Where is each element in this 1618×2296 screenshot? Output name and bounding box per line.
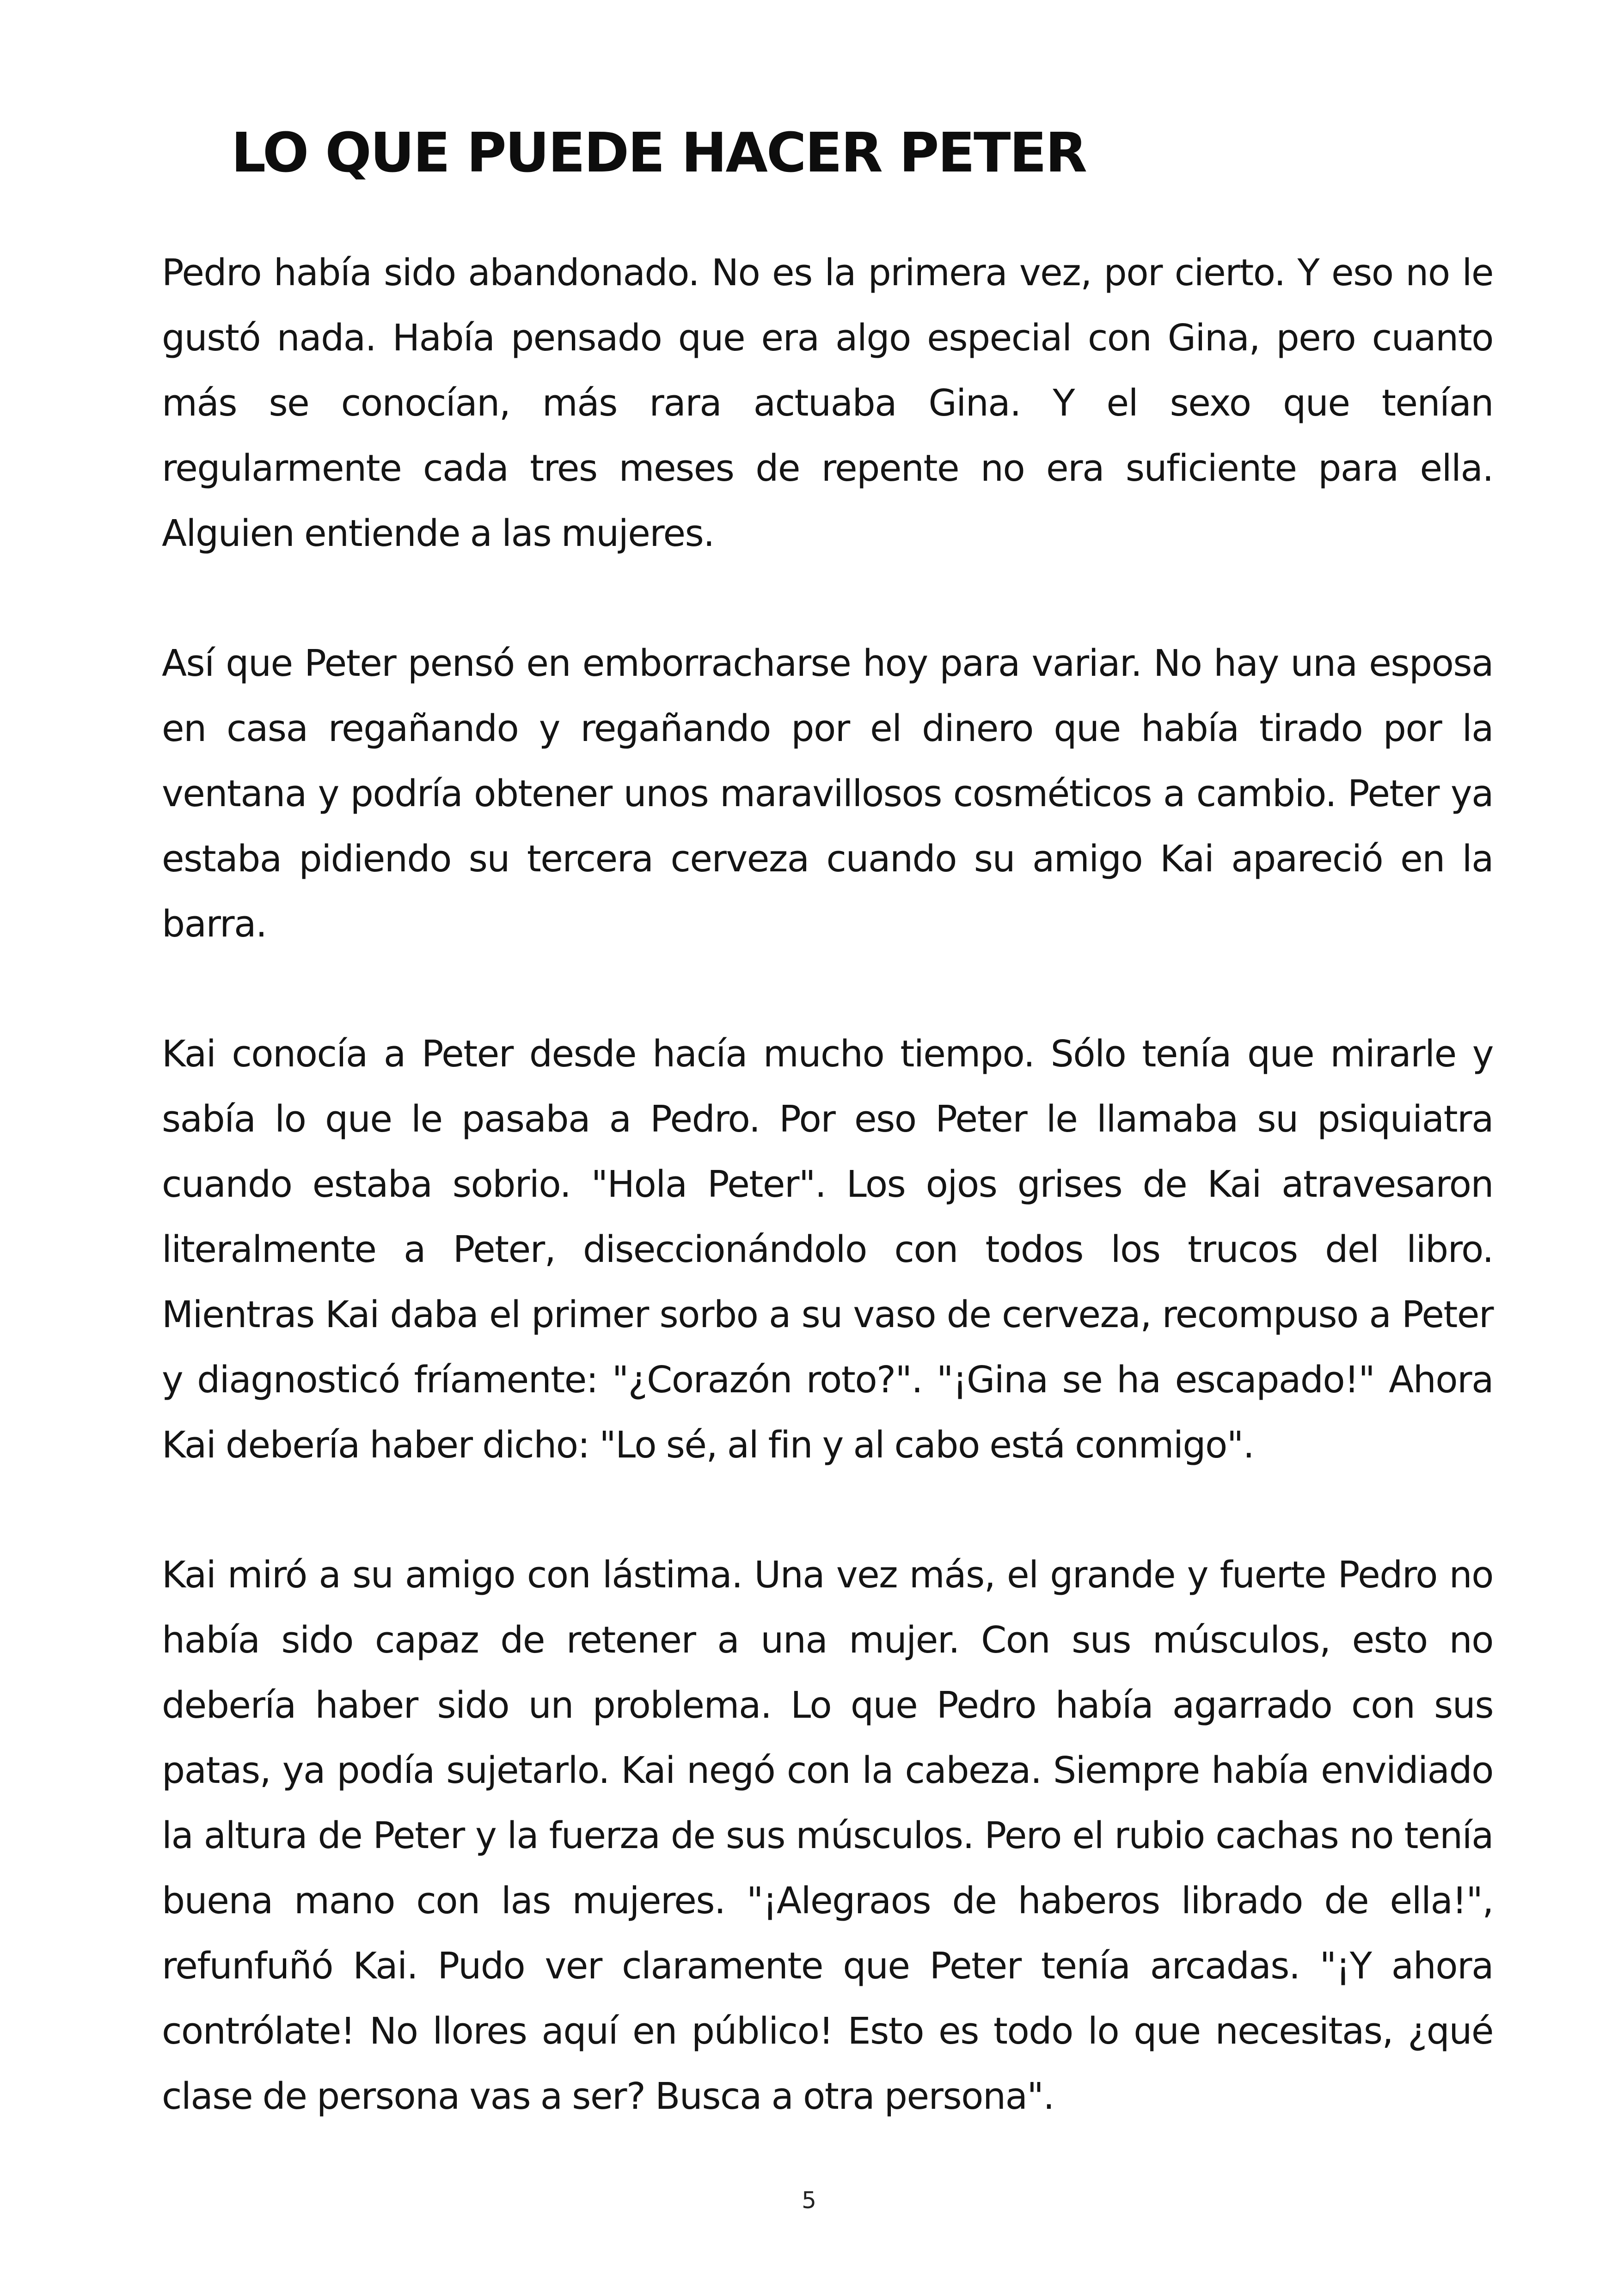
paragraph-4: Kai miró a su amigo con lástima. Una vez más, el grande y fuerte Pedro no había sido capaz de retener a una mujer. Con sus músculos, esto no debería haber sido un problema. Lo que Pedro había agarrado con sus patas, ya podía sujetarlo. Kai negó con la cabeza. Siempre había envidiado la altura de Peter y la fuerza de sus músculos. Pero el rubio cachas no tenía buena mano con las mujeres. "¡Alegraos de haberos librado de ella!", refunfuñó Kai. Pudo ver claramente que Peter tenía arcadas. "¡Y ahora contrólate! No llores aquí en público! Esto es todo lo que necesitas, ¿qué clase de persona vas a ser? Busca a otra persona". [162,1554,1493,2118]
paragraph-1: Pedro había sido abandonado. No es la primera vez, por cierto. Y eso no le gustó nada. Había pensado que era algo especial con Gina, pero cuanto más se conocían, más rara actuaba Gina. Y el sexo que tenían regularmente cada tres meses de repente no era suficiente para ella. Alguien entiende a las mujeres. [162,251,1493,555]
page-number: 5 [802,2187,816,2214]
paragraph-3: Kai conocía a Peter desde hacía mucho tiempo. Sólo tenía que mirarle y sabía lo que le pasaba a Pedro. Por eso Peter le llamaba su psiquiatra cuando estaba sobrio. "Hola Peter". Los ojos grises de Kai atravesaron literalmente a Peter, diseccionándolo con todos los trucos del libro. Mientras Kai daba el primer sorbo a su vaso de cerveza, recompuso a Peter y diagnosticó fríamente: "¿Corazón roto?". "¡Gina se ha escapado!" Ahora Kai debería haber dicho: "Lo sé, al fin y al cabo está conmigo". [162,1033,1493,1466]
body-text [162,240,1493,2194]
paragraph-2: Así que Peter pensó en emborracharse hoy para variar. No hay una esposa en casa regañando y regañando por el dinero que había tirado por la ventana y podría obtener unos maravillosos cosméticos a cambio. Peter ya estaba pidiendo su tercera cerveza cuando su amigo Kai apareció en la barra. [162,642,1493,945]
page-title: LO QUE PUEDE HACER PETER [231,121,1086,184]
